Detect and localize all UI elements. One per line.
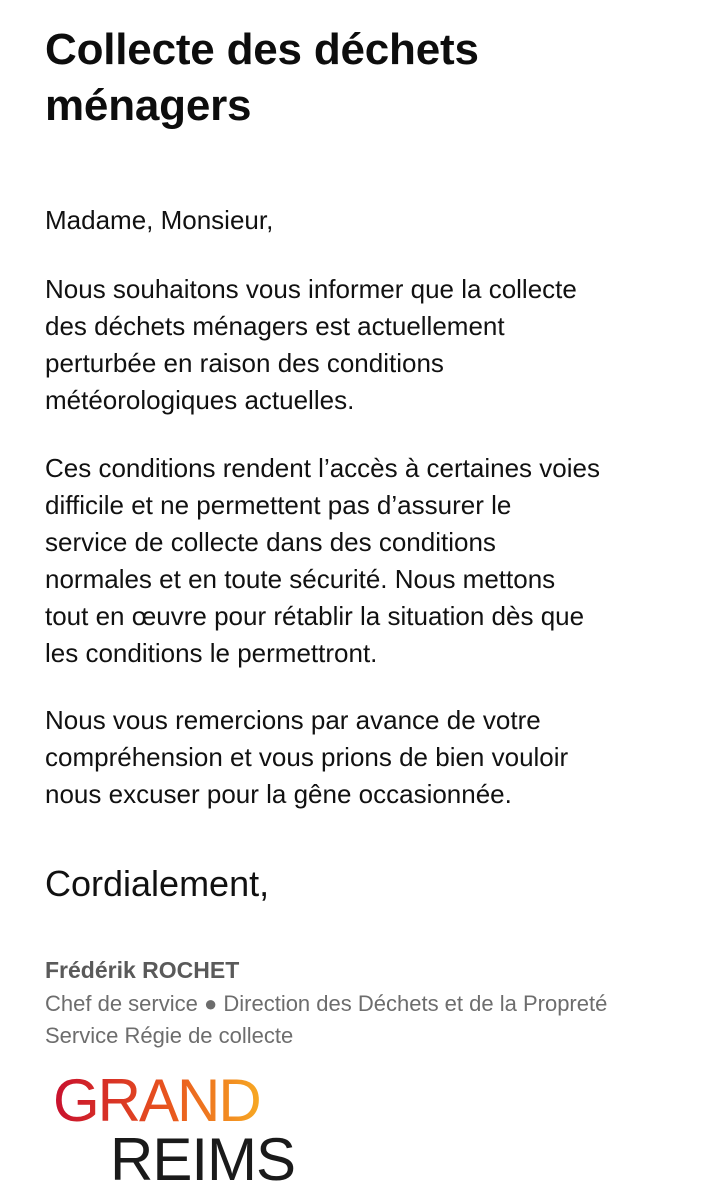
title-line-2: ménagers <box>45 81 252 130</box>
paragraph-3-line: Nous vous remercions par avance de votre <box>45 705 541 735</box>
title-line-1: Collecte des déchets <box>45 25 479 74</box>
paragraph-3-line: nous excuser pour la gêne occasionnée. <box>45 779 512 809</box>
paragraph-3 <box>45 702 695 813</box>
paragraph-2-line: tout en œuvre pour rétablir la situation dès que <box>45 601 585 631</box>
paragraph-2-line: service de collecte dans des conditions <box>45 527 496 557</box>
logo-text-reims: REIMS <box>110 1126 296 1193</box>
closing: Cordialement, <box>45 863 270 904</box>
signature-role: Chef de service ● Direction des Déchets et de la Propreté <box>45 991 608 1016</box>
signature-service: Service Régie de collecte <box>45 1023 294 1048</box>
paragraph-2-line: Ces conditions rendent l’accès à certaines voies <box>45 453 600 483</box>
paragraph-1-line: perturbée en raison des conditions <box>45 348 444 378</box>
paragraph-2-line: difficile et ne permettent pas d’assurer le <box>45 490 512 520</box>
grand-reims-logo <box>53 1068 313 1200</box>
logo-text-grand: GRAND <box>53 1068 260 1134</box>
signature-name: Frédérik ROCHET <box>45 957 240 983</box>
paragraph-3-line: compréhension et vous prions de bien vouloir <box>45 742 569 772</box>
email-body <box>45 0 705 1193</box>
paragraph-2-line: les conditions le permettront. <box>45 638 378 668</box>
page-title <box>45 0 705 134</box>
paragraph-2-line: normales et en toute sécurité. Nous mettons <box>45 564 556 594</box>
paragraph-1-line: des déchets ménagers est actuellement <box>45 311 505 341</box>
salutation: Madame, Monsieur, <box>45 205 274 235</box>
paragraph-1 <box>45 271 695 419</box>
paragraph-2 <box>45 450 695 672</box>
paragraph-1-line: météorologiques actuelles. <box>45 385 355 415</box>
paragraph-1-line: Nous souhaitons vous informer que la collecte <box>45 274 577 304</box>
